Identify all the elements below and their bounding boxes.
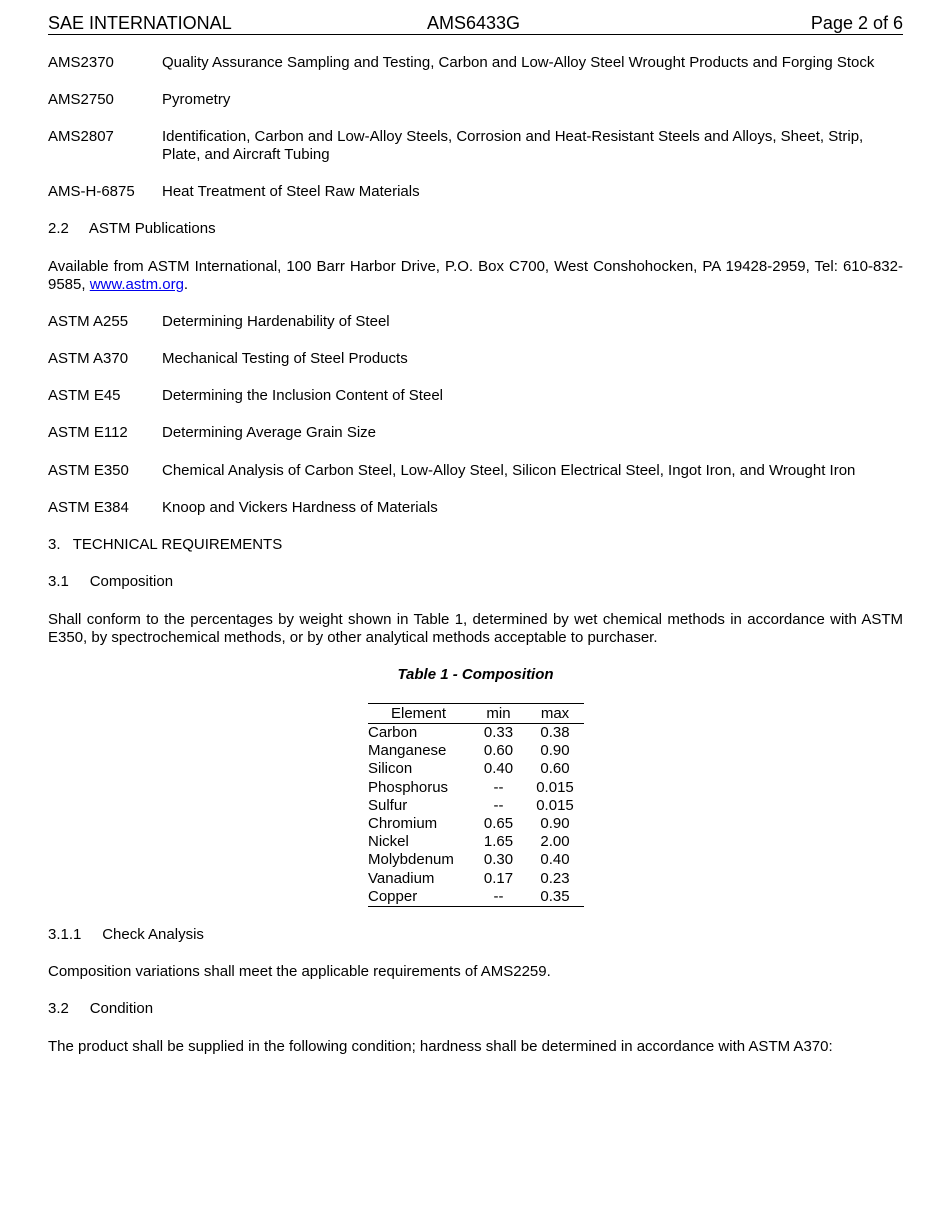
reference-code: ASTM E112 <box>48 424 128 441</box>
reference-code: ASTM A255 <box>48 313 129 330</box>
cell-min: -- <box>493 778 504 796</box>
cell-max: 0.90 <box>540 815 570 833</box>
header-page-number: Page 2 of 6 <box>810 13 903 33</box>
table-row <box>368 833 584 851</box>
reference-title: Identification, Carbon and Low-Alloy Steels, Corrosion and Heat-Resistant Steels and Alloys, Sheet, Strip, Plate, and Aircraft Tubing <box>162 128 864 163</box>
composition-table-body <box>368 724 584 907</box>
cell-element: Sulfur <box>368 796 408 814</box>
cell-max: 0.60 <box>540 760 570 778</box>
section-heading-3-1: 3.1 Composition <box>48 573 174 590</box>
cell-min: -- <box>493 796 504 814</box>
table-row <box>368 779 584 797</box>
cell-min: 1.65 <box>483 833 514 851</box>
cell-max: 0.015 <box>536 778 574 796</box>
cell-element: Chromium <box>368 815 438 833</box>
cell-min: 0.30 <box>483 851 514 869</box>
column-header-min: min <box>471 704 526 724</box>
cell-min: 0.33 <box>483 724 514 742</box>
composition-paragraph: Shall conform to the percentages by weight shown in Table 1, determined by wet chemical methods in accordance with ASTM E350, by spectrochemical methods, or by other analytical methods acceptable to purchaser. <box>48 611 903 646</box>
table-row <box>368 760 584 778</box>
reference-title: Quality Assurance Sampling and Testing, Carbon and Low-Alloy Steel Wrought Products and Forging Stock <box>162 54 875 71</box>
table-row <box>368 742 584 760</box>
table-row <box>368 888 584 907</box>
table-row <box>368 870 584 888</box>
composition-table <box>368 703 584 907</box>
reference-title: Pyrometry <box>162 91 231 108</box>
cell-min: 0.60 <box>483 742 514 760</box>
table-row <box>368 797 584 815</box>
cell-min: 0.65 <box>483 815 514 833</box>
table-row <box>368 851 584 869</box>
cell-max: 0.015 <box>536 796 574 814</box>
cell-element: Phosphorus <box>368 778 449 796</box>
cell-max: 2.00 <box>540 833 570 851</box>
cell-element: Copper <box>368 887 418 905</box>
reference-code: ASTM E384 <box>48 499 129 516</box>
availability-suffix: . <box>183 276 189 293</box>
table-row <box>368 724 584 743</box>
section-heading-3-2: 3.2 Condition <box>48 1000 154 1017</box>
cell-element: Silicon <box>368 760 413 778</box>
section-heading-3-1-1: 3.1.1 Check Analysis <box>48 926 204 943</box>
reference-code: ASTM E350 <box>48 462 129 479</box>
check-analysis-paragraph: Composition variations shall meet the applicable requirements of AMS2259. <box>48 963 551 980</box>
reference-code: AMS2807 <box>48 128 114 145</box>
section-heading-2-2: 2.2 ASTM Publications <box>48 220 216 237</box>
cell-min: 0.40 <box>483 760 514 778</box>
reference-code: AMS2370 <box>48 54 114 71</box>
reference-title: Mechanical Testing of Steel Products <box>162 350 408 367</box>
table-header-row <box>368 704 584 724</box>
cell-element: Carbon <box>368 724 418 742</box>
header-doc-id: AMS6433G <box>427 13 521 33</box>
column-header-element: Element <box>368 704 471 724</box>
cell-min: -- <box>493 887 504 905</box>
cell-element: Nickel <box>368 833 409 851</box>
reference-title: Heat Treatment of Steel Raw Materials <box>162 183 420 200</box>
header-org: SAE INTERNATIONAL <box>48 13 232 33</box>
reference-title: Determining Hardenability of Steel <box>162 313 390 330</box>
cell-min: 0.17 <box>483 869 514 887</box>
reference-title: Determining the Inclusion Content of Steel <box>162 387 443 404</box>
page-header <box>48 12 903 35</box>
table-title: Table 1 - Composition <box>397 666 554 683</box>
cell-max: 0.40 <box>540 851 570 869</box>
cell-max: 0.35 <box>540 887 570 905</box>
reference-code: AMS2750 <box>48 91 114 108</box>
astm-availability-paragraph <box>48 258 903 294</box>
cell-max: 0.23 <box>540 869 570 887</box>
reference-title: Chemical Analysis of Carbon Steel, Low-Alloy Steel, Silicon Electrical Steel, Ingot Iron, and Wrought Iron <box>162 462 856 479</box>
cell-element: Vanadium <box>368 869 435 887</box>
cell-max: 0.38 <box>540 724 570 742</box>
column-header-max: max <box>526 704 584 724</box>
table-row <box>368 815 584 833</box>
reference-code: ASTM A370 <box>48 350 129 367</box>
section-heading-3: 3. TECHNICAL REQUIREMENTS <box>48 536 283 553</box>
reference-title: Knoop and Vickers Hardness of Materials <box>162 499 438 516</box>
reference-code: ASTM E45 <box>48 387 121 404</box>
reference-code: AMS-H-6875 <box>48 183 135 200</box>
reference-title: Determining Average Grain Size <box>162 424 376 441</box>
cell-element: Manganese <box>368 742 447 760</box>
condition-paragraph: The product shall be supplied in the following condition; hardness shall be determined in accordance with ASTM A370: <box>48 1038 833 1055</box>
availability-text: Available from ASTM International, 100 Barr Harbor Drive, P.O. Box C700, West Conshohocken, PA 19428-2959, Tel: 610-832-9585, <box>48 258 903 293</box>
cell-max: 0.90 <box>540 742 570 760</box>
astm-website-link[interactable]: www.astm.org <box>89 276 184 293</box>
cell-element: Molybdenum <box>368 851 454 869</box>
